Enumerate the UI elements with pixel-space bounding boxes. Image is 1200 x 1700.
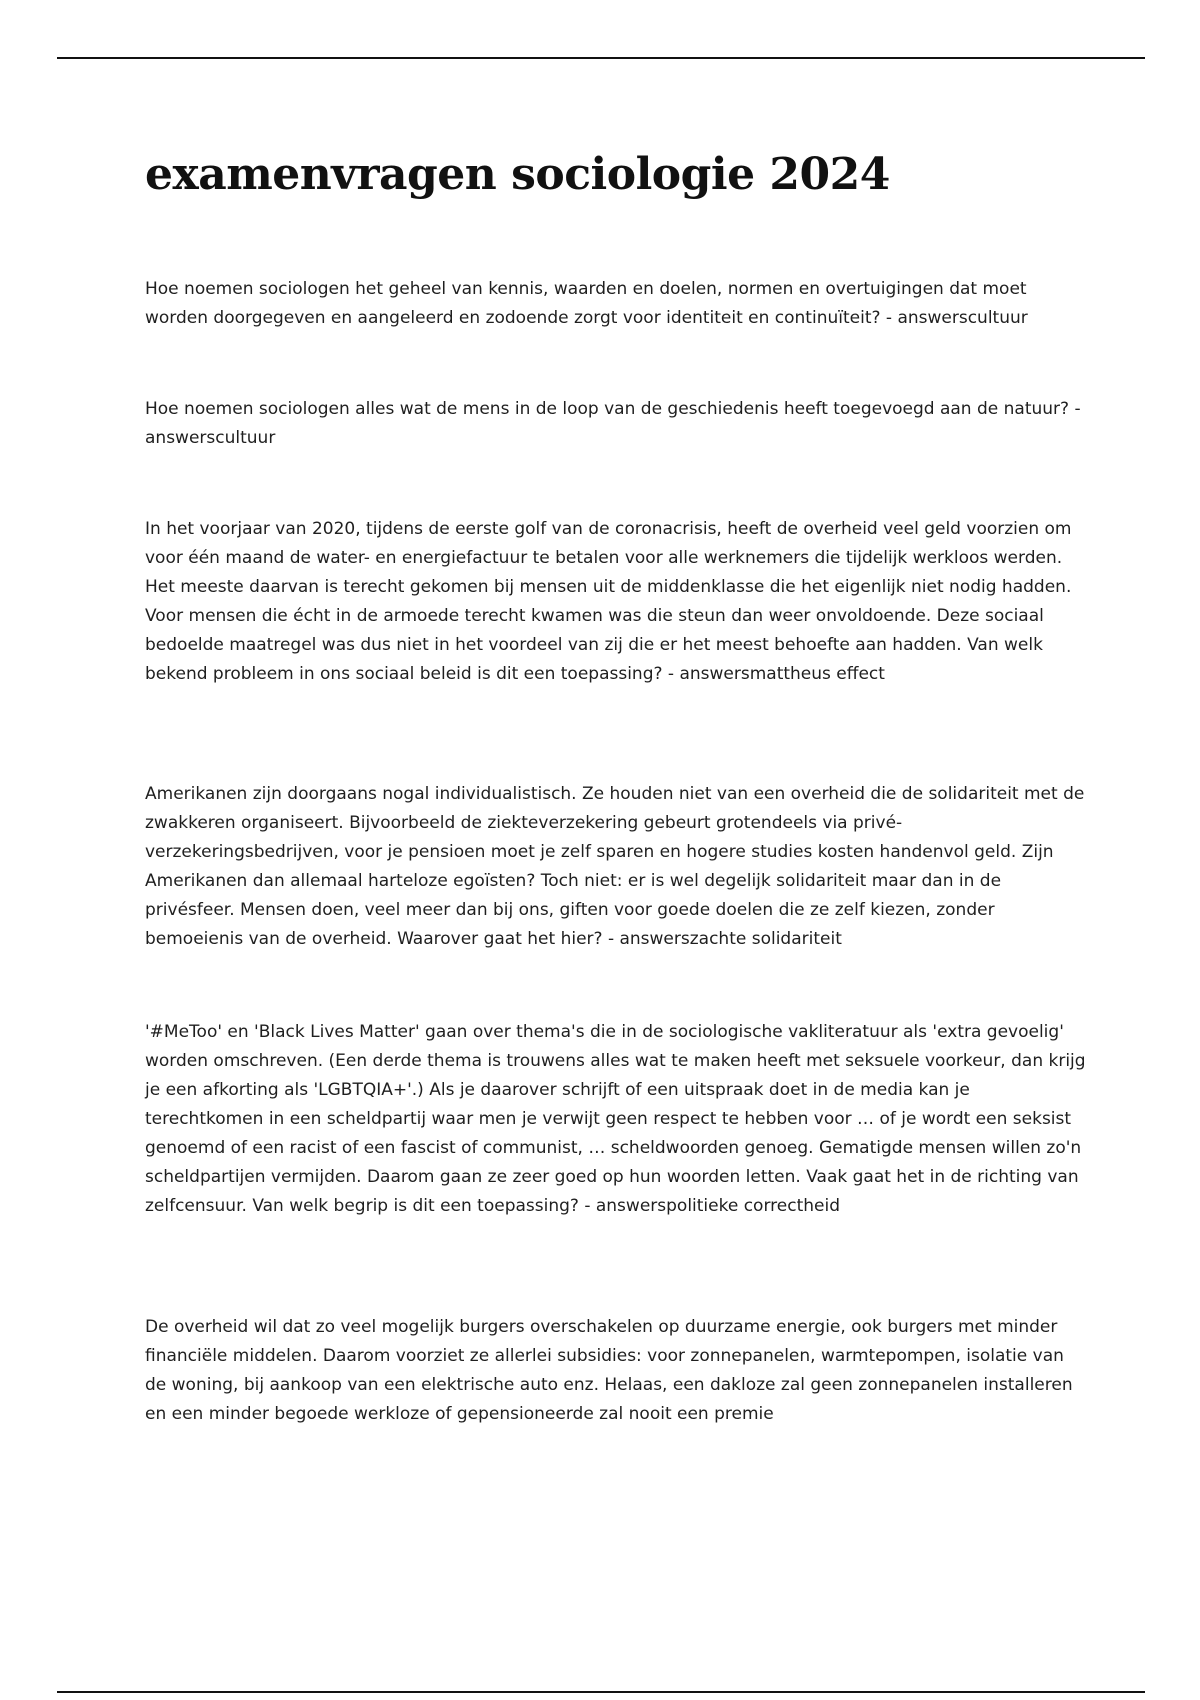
top-rule <box>57 57 1145 59</box>
question-answer-2: Hoe noemen sociologen alles wat de mens in de loop van de geschiedenis heeft toegevoegd aan de natuur? - answerscultuur <box>145 399 1081 448</box>
page-title: examenvragen sociologie 2024 <box>145 149 890 200</box>
question-answer-6: De overheid wil dat zo veel mogelijk burgers overschakelen op duurzame energie, ook burgers met minder financiële middelen. Daarom voorziet ze allerlei subsidies: voor zonnepanelen, warmtepompen, isolatie van de woning, bij aankoop van een elektrische auto enz. Helaas, een dakloze zal geen zonnepanelen installeren en een minder begoede werkloze of gepensioneerde zal nooit een premie <box>145 1317 1073 1424</box>
question-answer-3: In het voorjaar van 2020, tijdens de eerste golf van de coronacrisis, heeft de overheid veel geld voorzien om voor één maand de water- en energiefactuur te betalen voor alle werknemers die tijdelijk werkloos werden. Het meeste daarvan is terecht gekomen bij mensen uit de middenklasse die het eigenlijk niet nodig hadden. Voor mensen die écht in de armoede terecht kwamen was die steun dan weer onvoldoende. Deze sociaal bedoelde maatregel was dus niet in het voordeel van zij die er het meest behoefte aan hadden. Van welk bekend probleem in ons sociaal beleid is dit een toepassing? - answersmattheus effect <box>145 519 1072 684</box>
bottom-rule <box>57 1691 1145 1693</box>
question-answer-4: Amerikanen zijn doorgaans nogal individualistisch. Ze houden niet van een overheid die de solidariteit met de zwakkeren organiseert. Bijvoorbeeld de ziekteverzekering gebeurt grotendeels via privé-verzekeringsbedrijven, voor je pensioen moet je zelf sparen en hogere studies kosten handenvol geld. Zijn Amerikanen dan allemaal harteloze egoïsten? Toch niet: er is wel degelijk solidariteit maar dan in de privésfeer. Mensen doen, veel meer dan bij ons, giften voor goede doelen die ze zelf kiezen, zonder bemoeienis van de overheid. Waarover gaat het hier? - answerszachte solidariteit <box>145 784 1085 949</box>
question-answer-1: Hoe noemen sociologen het geheel van kennis, waarden en doelen, normen en overtuigingen dat moet worden doorgegeven en aangeleerd en zodoende zorgt voor identiteit en continuïteit? - answerscultuur <box>145 279 1028 328</box>
question-answer-5: '#MeToo' en 'Black Lives Matter' gaan over thema's die in de sociologische vakliteratuur als 'extra gevoelig' worden omschreven. (Een derde thema is trouwens alles wat te maken heeft met seksuele voorkeur, dan krijg je een afkorting als 'LGBTQIA+'.) Als je daarover schrijft of een uitspraak doet in de media kan je terechtkomen in een scheldpartij waar men je verwijt geen respect te hebben voor … of je wordt een seksist genoemd of een racist of een fascist of communist, … scheldwoorden genoeg. Gematigde mensen willen zo'n scheldpartijen vermijden. Daarom gaan ze zeer goed op hun woorden letten. Vaak gaat het in de richting van zelfcensuur. Van welk begrip is dit een toepassing? - answerspolitieke correctheid <box>145 1022 1086 1216</box>
